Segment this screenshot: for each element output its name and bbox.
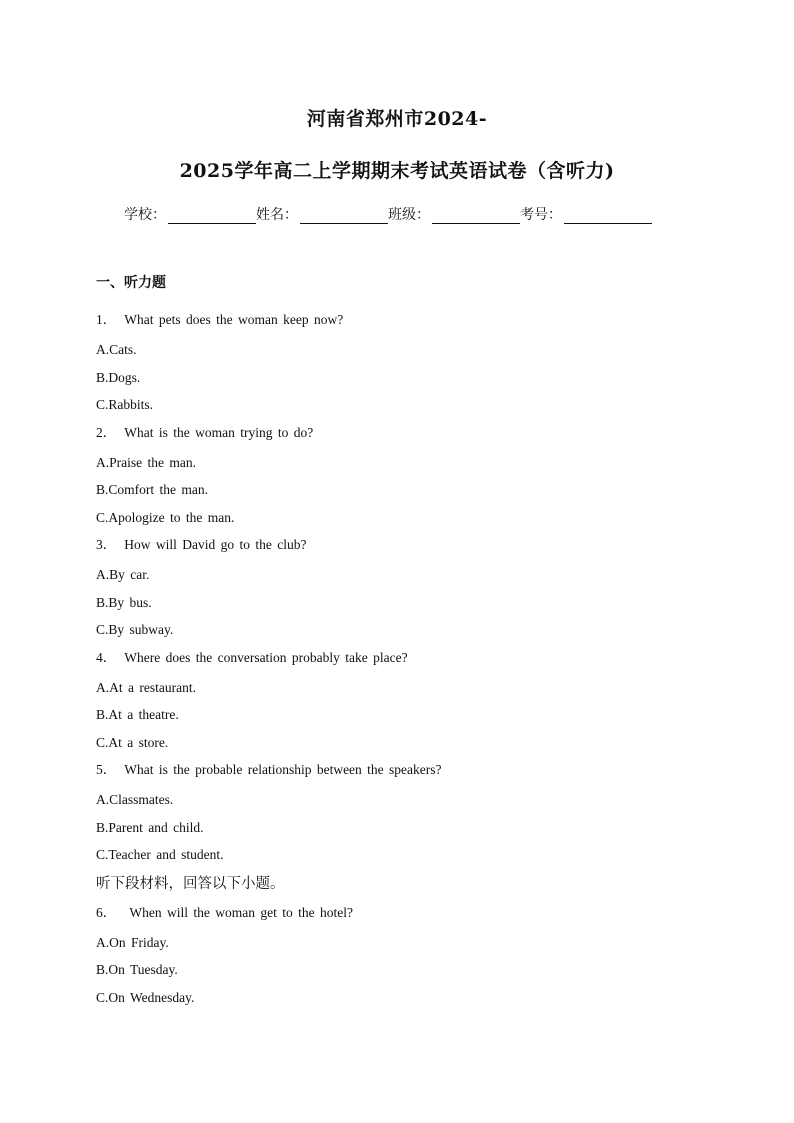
answer-option: C.Apologize to the man.	[96, 509, 235, 525]
question-text: When will the woman get to the hotel?	[124, 904, 353, 920]
answer-option: C.On Wednesday.	[96, 989, 195, 1005]
exam-title-line1: 河南省郑州市2024-	[306, 108, 488, 130]
answer-option: C.Rabbits.	[96, 397, 154, 412]
question	[96, 309, 746, 339]
answer-option: B.By bus.	[96, 594, 152, 610]
question-number: 3．	[96, 537, 117, 552]
question	[96, 422, 746, 452]
question	[96, 647, 746, 677]
listening-instruction: 听下段材料，回答以下小题。	[96, 875, 285, 892]
answer-option: C.By subway.	[96, 622, 174, 637]
answer-option: A.Praise the man.	[96, 454, 196, 470]
name-field	[256, 204, 388, 224]
name-label: 姓名：	[256, 207, 298, 223]
answer-option: B.At a theatre.	[96, 707, 179, 722]
answer-option: B.Comfort the man.	[96, 482, 208, 497]
question-text: Where does the conversation probably take place?	[124, 649, 408, 665]
question-text: How will David go to the club?	[124, 537, 307, 552]
exam-number-blank[interactable]	[564, 207, 652, 224]
answer-option: C.Teacher and student.	[96, 847, 224, 862]
answer-option: A.Cats.	[96, 342, 137, 357]
student-info-row	[124, 204, 652, 224]
answer-option: B.Dogs.	[96, 369, 141, 385]
question-number: 5．	[96, 762, 117, 777]
exam-title-line2: 2025学年高二上学期期末考试英语试卷（含听力)	[179, 160, 615, 182]
answer-option: B.On Tuesday.	[96, 962, 178, 977]
question-text: What pets does the woman keep now?	[124, 312, 344, 327]
answer-option: C.At a store.	[96, 734, 169, 750]
question	[96, 902, 746, 932]
question-number: 4．	[96, 649, 117, 665]
name-blank[interactable]	[300, 207, 388, 224]
class-blank[interactable]	[432, 207, 520, 224]
class-label: 班级：	[388, 207, 430, 223]
school-label: 学校：	[124, 207, 166, 223]
question-list	[96, 309, 746, 1014]
question	[96, 534, 746, 564]
answer-option: A.At a restaurant.	[96, 679, 196, 695]
question-number: 2．	[96, 424, 117, 440]
section-heading: 一、听力题	[96, 275, 166, 291]
exam-number-field	[520, 204, 652, 224]
answer-option: A.On Friday.	[96, 934, 169, 950]
question-number: 1．	[96, 312, 117, 327]
answer-option: B.Parent and child.	[96, 819, 204, 835]
question	[96, 759, 746, 789]
school-blank[interactable]	[168, 207, 256, 224]
answer-option: A.Classmates.	[96, 792, 174, 807]
question-text: What is the probable relationship between the speakers?	[124, 762, 442, 777]
school-field	[124, 204, 256, 224]
answer-option: A.By car.	[96, 567, 150, 582]
question-text: What is the woman trying to do?	[124, 424, 314, 440]
class-field	[388, 204, 520, 224]
question-number: 6．	[96, 904, 117, 920]
exam-number-label: 考号：	[520, 207, 562, 223]
